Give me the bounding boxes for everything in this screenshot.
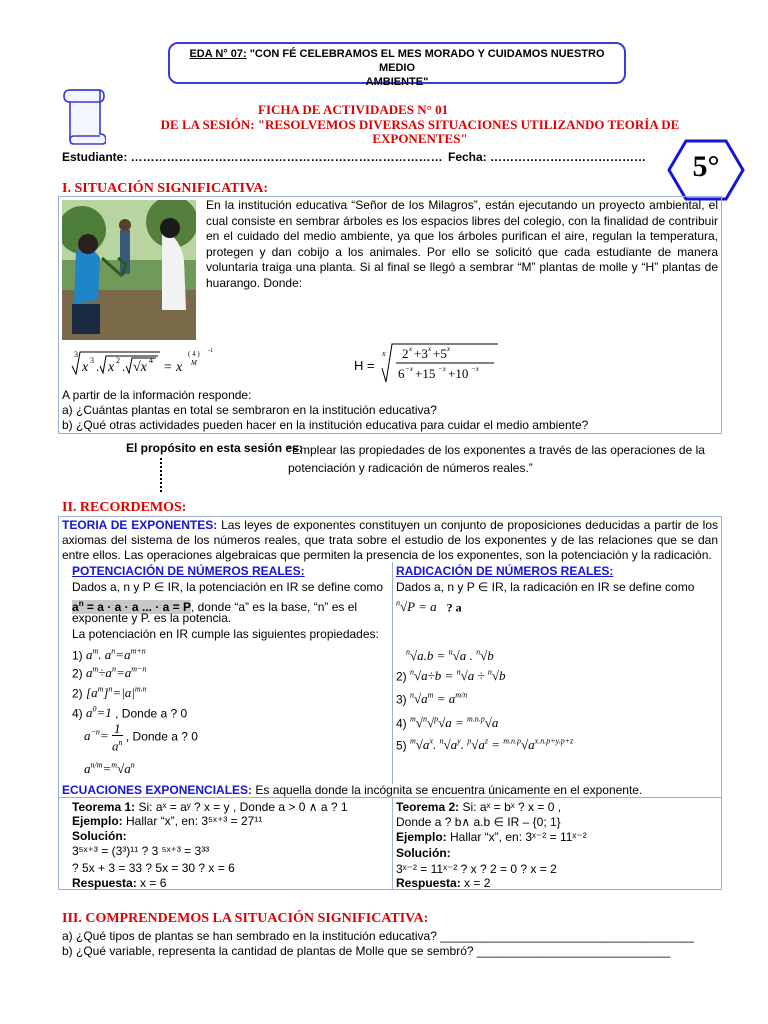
potenciacion-definition-formula: $a^n = a \cdot a \cdot a$ ... · a = P [72,599,191,614]
pot-prop-3: 2) $[a^m]^n=|a|^{m.n}$ [72,685,147,701]
potenciacion-title: POTENCIACIÓN DE NÚMEROS REALES: [72,564,305,578]
teorema-1-answer-value: x = 6 [136,876,167,890]
svg-text:x: x [382,349,386,358]
ecuaciones-text: Es aquella donde la incógnita se encuentra únicamente en el exponente. [252,783,643,797]
comprehension-question-a: a) ¿Qué tipos de plantas se han sembrado en la institución educativa? ______________________________________ [62,929,694,943]
rad-prop-3: 3) $^n√a^m = a^{m/n}$ [396,691,468,707]
purpose-label: El propósito en esta sesión es: [126,441,303,455]
svg-text:.: . [122,359,126,374]
formula-h-label: H = [354,358,375,373]
formula-m [70,346,220,384]
svg-text:x: x [108,360,115,375]
teorema-2-example-text: Hallar “x”, en: 3ˣ⁻² = 11ˣ⁻² [446,830,587,844]
scroll-icon [62,84,106,146]
svg-text:.: . [96,359,100,374]
theorem-divider [392,797,393,890]
teoria-label: TEORIA DE EXPONENTES: [62,518,218,532]
formula-h-graphic [380,342,500,386]
svg-text:−x: −x [438,365,446,373]
potenciacion-props-intro: La potenciación en IR cumple las siguientes propiedades: [72,627,379,641]
svg-text:+3: +3 [414,346,428,361]
pot-prop-1: 1) $a^m$. $a^n=a^{m+n}$ [72,647,146,663]
situation-intro-question: A partir de la información responde: [62,388,252,402]
teorema-1-answer [72,876,166,891]
eda-label: EDA N° 07: [189,48,247,60]
potenciacion-def-2: exponente y P. es la potencia. [72,611,232,625]
teorema-1-example-text: Hallar “x”, en: 3⁵ˣ⁺³ = 27¹¹ [122,814,263,828]
teoria-text: Las leyes de exponentes constituyen un conjunto de proposiciones deducidas a partir de los axiomas del sistema de los números reales, que trata sobre el estudio de los exponentes y de las relaciones que se dan entre ellos. Las operaciones algebraicas que permiten la presencia de los exponentes, son la potenciación y la radicación. [62,518,718,562]
pot-prop-6: $a^{n/m}=^m√a^n$ [84,761,135,777]
situation-question-a: a) ¿Cuántas plantas en total se sembraron en la institución educativa? [62,403,437,417]
svg-text:−x: −x [471,365,479,373]
rad-prop-5: 5) $^m√a^x$. $^n√a^y$. $^p√a^z = ^{m.n.p}√a^{x.n.p+y.p+z}$ [396,737,574,753]
teorema-2-answer-label: Respuesta: [396,876,461,890]
potenciacion-def-tail: , donde “a” es la base, “n” es el [190,600,358,614]
teorema-1 [72,800,348,815]
teorema-2-answer [396,876,490,891]
situation-text: En la institución educativa “Señor de los Milagros”, están ejecutando un proyecto ambiental, el cual consiste en sembrar árboles es los espacios libres del colegio, con la finalidad de contribuir en el cuidado del medio ambiente, ya que los árboles purifican el aire, regulan la temperatura, protegen y dan cobijo a los animales. Por ello se solicitó que cada estudiante de manera voluntaria traiga una planta. Si al final se llegó a sembrar “M” plantas de molle y “H” plantas de huarango. Donde: [206,198,718,290]
section-2-title: II. RECORDEMOS: [62,500,187,515]
pot-prop-5-tail: , Donde a ? 0 [122,729,198,744]
rad-prop-1: $^n$√a.b = $^n$√a . $^n$√b [406,648,494,664]
teorema-2-answer-value: x = 2 [460,876,491,890]
rad-prop-4: 4) $^m$√$^n$√$^p$√a = $^{m.n.p}$√a [396,715,499,731]
pot-prop-4-tail: , Donde a ? 0 [111,706,188,721]
teorema-1-example-label: Ejemplo: [72,814,123,828]
svg-text:2: 2 [116,356,120,365]
rad-prop-2: 2) $^n$√a÷b = $^n$√a ÷ $^n$√b [396,668,506,684]
svg-text:M: M [191,359,197,367]
column-divider [392,562,393,784]
radicacion-def-tail: ? a [446,600,462,615]
pot-prop-2: 2) $a^m\div a^n=a^{m-n}$ [72,665,147,681]
svg-text:x: x [428,345,432,353]
svg-text:=: = [164,360,172,375]
eda-text-2: AMBIENTE" [365,76,429,88]
svg-text:x: x [409,345,413,353]
teorema-1-solution-label: Solución: [72,829,127,843]
date-field: Fecha: ………………………………… [448,150,647,164]
ecuaciones-label: ECUACIONES EXPONENCIALES: [62,783,253,797]
section-1-title: I. SITUACIÓN SIGNIFICATIVA: [62,181,269,196]
svg-text:−x: −x [405,365,413,373]
svg-text:-1: -1 [208,348,213,354]
svg-text:2: 2 [402,346,409,361]
teoria-paragraph [62,518,718,563]
svg-text:x: x [176,360,183,375]
ecuaciones-line [62,783,642,798]
svg-text:( 4 ): ( 4 ) [188,350,200,358]
teorema-2-example [396,830,587,845]
pot-prop-5: $a^{-n}=$ $\frac{1}{a^n}$ , Donde a ? 0 [84,721,198,754]
teorema-2-condition: Donde a ? b∧ a.b ∈ IR – {0; 1} [396,815,561,829]
comprehension-question-b: b) ¿Qué variable, representa la cantidad de plantas de Molle que se sembró? _____________________________ [62,944,671,958]
session-title: DE LA SESIÓN: "RESOLVEMOS DIVERSAS SITUACIONES UTILIZANDO TEORÍA DE EXPONENTES" [160,117,680,146]
teorema-1-text: Si: aˣ = aʸ ? x = y , Donde a > 0 ∧ a ? 1 [135,800,348,814]
tree-planting-photo [62,200,196,340]
svg-text:3: 3 [90,356,94,365]
situation-question-b: b) ¿Qué otras actividades pueden hacer en la institución educativa para cuidar el medio ambiente? [62,418,589,432]
student-field: Estudiante: …………………………………………………………………… [62,150,443,164]
svg-text:4: 4 [149,356,153,365]
svg-text:√x: √x [133,360,147,375]
teorema-2-text: Si: aˣ = bˣ ? x = 0 , [459,800,562,814]
svg-text:+15: +15 [415,366,436,381]
radicacion-title: RADICACIÓN DE NÚMEROS REALES: [396,564,614,578]
svg-text:x: x [447,345,451,353]
eda-text: "CON FÉ CELEBRAMOS EL MES MORADO Y CUIDAMOS NUESTRO MEDIO [249,48,605,74]
pot-prop-4: 4) $a^0=1$ , Donde a ? 0 [72,705,188,721]
purpose-text: “Emplear las propiedades de los exponentes a través de las operaciones de la potenciación y radicación de números reales.” [288,443,705,475]
ecuaciones-divider [58,797,722,798]
teorema-1-step-1: 3⁵ˣ⁺³ = (3³)¹¹ ? 3 ⁵ˣ⁺³ = 3³³ [72,844,210,858]
eda-header-box [168,42,626,88]
dotted-connector [160,458,162,492]
ficha-title: FICHA DE ACTIVIDADES N° 01 [258,102,449,117]
grade-badge [666,138,746,202]
svg-text:+5: +5 [433,346,447,361]
teorema-2-label: Teorema 2: [396,800,460,814]
radicacion-def: Dados a, n y P ∈ IR, la radicación en IR se define como [396,580,695,594]
grade-label: 5° [692,150,720,183]
teorema-1-answer-label: Respuesta: [72,876,137,890]
svg-text:3: 3 [74,350,78,359]
teorema-2-step-1: 3ˣ⁻² = 11ˣ⁻² ? x ? 2 = 0 ? x = 2 [396,862,557,876]
teorema-1-label: Teorema 1: [72,800,136,814]
teorema-2 [396,800,561,815]
teorema-2-example-label: Ejemplo: [396,830,447,844]
teorema-2-solution-label: Solución: [396,846,451,860]
potenciacion-def: Dados a, n y P ∈ IR, la potenciación en IR se define como [72,580,384,594]
formula-m-graphic [70,346,220,380]
svg-text:x: x [82,360,89,375]
svg-text:6: 6 [398,366,405,381]
svg-text:+10: +10 [448,366,469,381]
radicacion-def-line: $^n$√P = a ? a [396,599,462,615]
teorema-1-example [72,814,262,829]
section-3-title: III. COMPRENDEMOS LA SITUACIÓN SIGNIFICATIVA: [62,911,429,926]
teorema-1-step-2: ? 5x + 3 = 33 ? 5x = 30 ? x = 6 [72,861,235,875]
